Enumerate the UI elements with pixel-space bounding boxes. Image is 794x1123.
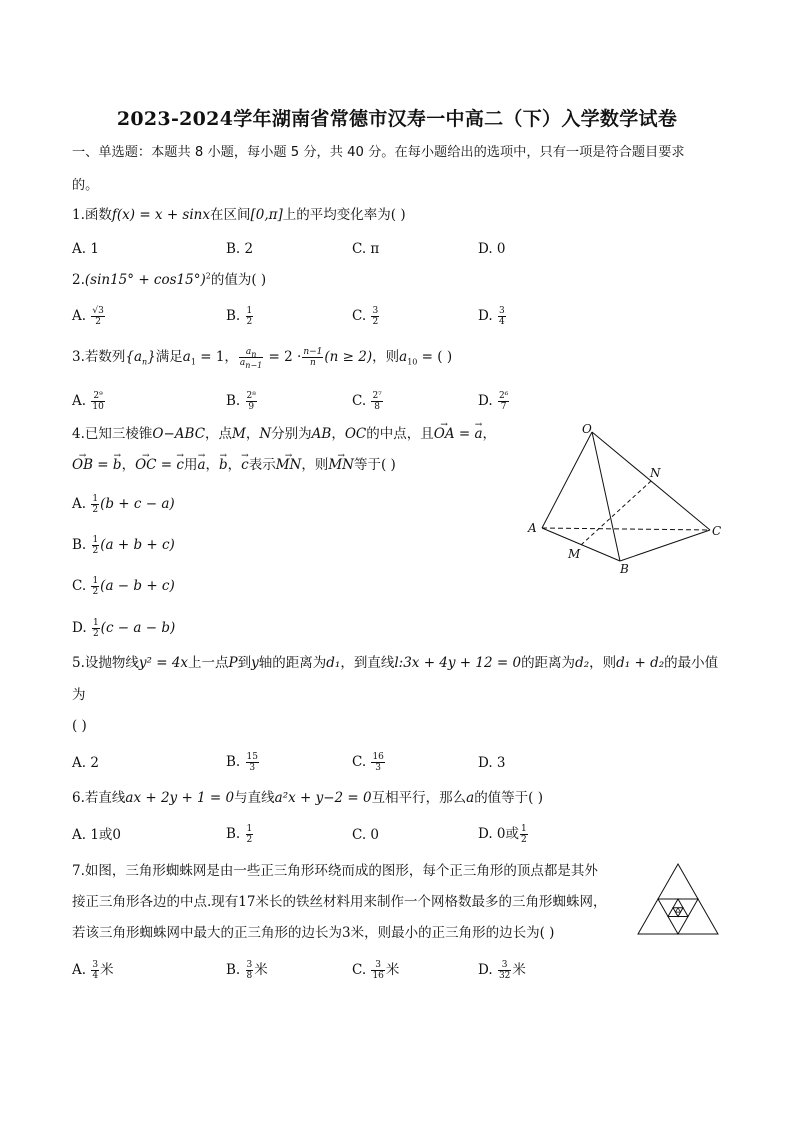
exam-title: 2023-2024学年湖南省常德市汉寿一中高二（下）入学数学试卷 bbox=[116, 108, 678, 130]
label-A: A bbox=[528, 521, 537, 535]
label-B: B bbox=[620, 562, 629, 576]
q2-expression: (sin15° + cos15°) bbox=[84, 272, 206, 288]
label-C: C bbox=[712, 524, 722, 538]
q7-option-d: D. $\frac{3}{32}$ 米 bbox=[478, 960, 526, 981]
question-4-line1: 4.已知三棱锥O−ABC，点M，N分别为AB，OC的中点，且→ OA = → a， bbox=[72, 425, 496, 443]
segment-MN bbox=[581, 481, 651, 545]
q4-option-d: D. $\frac{1}{2}$ (c − a − b) bbox=[72, 618, 176, 639]
question-3: 3.若数列$\{a_n\}$满足$a_1 = 1$， $\frac{a_n}{a_{n-1}}$ = 2 · $\frac{n-1}{n}$ (n ≥ 2)，则$a_{10}$ = ( ) bbox=[72, 347, 453, 370]
label-M: M bbox=[568, 547, 581, 561]
question-5-line2: 为 bbox=[72, 687, 86, 703]
question-6: 6.若直线ax + 2y + 1 = 0与直线a²x + y−2 = 0互相平行，那么a的值等于( ) bbox=[72, 790, 544, 806]
question-7-line2: 接正三角形各边的中点.现有17米长的铁丝材料用来制作一个网格数最多的三角形蜘蛛网， bbox=[72, 894, 607, 910]
q2-option-d: D. $\frac{3}{4}$ bbox=[478, 306, 505, 327]
q6-option-a: A. 1或0 bbox=[72, 827, 122, 843]
q3-option-c: C. $\frac{\text{2⁷}}{8}$ bbox=[352, 391, 382, 412]
question-2: $2.(\sin 15^\circ + \cos 15^\circ)^2$的值为( ) bbox=[72, 271, 267, 288]
question-1: 1.函数f(x) = x + sinx在区间[0,π]上的平均变化率为( ) bbox=[72, 207, 406, 223]
tetrahedron-figure bbox=[520, 420, 730, 580]
question-5-line3: ( ) bbox=[72, 718, 87, 734]
q7-option-a: A. $\frac{3}{4}$ 米 bbox=[72, 960, 114, 981]
q2-option-c: C. $\frac{3}{2}$ bbox=[352, 306, 379, 327]
q6-option-c: C. 0 bbox=[352, 827, 380, 843]
q1-option-c: C. π bbox=[352, 241, 380, 257]
edge-OA bbox=[542, 432, 592, 528]
q2-option-a: A. $\frac{√3}{2}$ bbox=[72, 306, 104, 327]
q3-option-b: B. $\frac{\text{2⁸}}{9}$ bbox=[226, 391, 256, 412]
label-N: N bbox=[650, 466, 661, 480]
q4-option-b: B. $\frac{1}{2}$ (a + b + c) bbox=[72, 535, 175, 556]
q6-option-b: B. $\frac{1}{2}$ bbox=[226, 824, 253, 845]
q4-option-c: C. $\frac{1}{2}$ (a − b + c) bbox=[72, 576, 175, 597]
q2-option-b: B. $\frac{1}{2}$ bbox=[226, 306, 253, 327]
q3-option-d: D. $\frac{\text{2⁶}}{7}$ bbox=[478, 391, 509, 412]
label-O: O bbox=[582, 422, 592, 436]
section-instructions-line2: 的。 bbox=[72, 178, 99, 193]
q1-function: f(x) = x + sinx bbox=[111, 207, 210, 223]
triangle-level-5 bbox=[676, 908, 681, 912]
q1-option-d: D. 0 bbox=[478, 241, 506, 257]
spider-web-figure bbox=[634, 858, 722, 938]
q4-option-a: A. $\frac{1}{2}$ (b + c − a) bbox=[72, 494, 175, 515]
question-7-line3: 若该三角形蜘蛛网中最大的正三角形的边长为3米，则最小的正三角形的边长为( ) bbox=[72, 925, 555, 941]
q5-option-c: C. $\frac{16}{3}$ bbox=[352, 752, 384, 773]
question-4-line2: → OB = → b，→ OC = → c用→ a，→ b，→ c表示→ MN，则→ MN等于( ) bbox=[72, 456, 396, 474]
q7-option-b: B. $\frac{3}{8}$ 米 bbox=[226, 960, 268, 981]
q6-option-d: D. 0或 $\frac{1}{2}$ bbox=[478, 824, 527, 845]
edge-BC bbox=[620, 530, 710, 561]
q5-option-a: A. 2 bbox=[72, 755, 99, 771]
section-instructions-line1: 一、单选题：本题共 8 小题，每小题 5 分，共 40 分。在每小题给出的选项中，只有一项是符合题目要求 bbox=[72, 145, 685, 160]
q5-option-b: B. $\frac{15}{3}$ bbox=[226, 752, 258, 773]
edge-AC-hidden bbox=[542, 528, 710, 530]
q3-option-a: A. $\frac{\text{2⁹}}{10}$ bbox=[72, 391, 104, 412]
q7-option-c: C. $\frac{3}{16}$ 米 bbox=[352, 960, 400, 981]
q1-number: 1. bbox=[72, 207, 85, 223]
q1-option-b: B. 2 bbox=[226, 241, 254, 257]
question-5-line1: 5.设抛物线y² = 4x上一点P到y轴的距离为d₁，到直线l:3x + 4y + 12 = 0的距离为d₂，则d₁ + d₂的最小值 bbox=[72, 655, 719, 671]
question-7-line1: 7.如图，三角形蜘蛛网是由一些正三角形环绕而成的图形，每个正三角形的顶点都是其外 bbox=[72, 863, 598, 879]
q1-option-a: A. 1 bbox=[72, 241, 99, 257]
q5-option-d: D. 3 bbox=[478, 755, 506, 771]
